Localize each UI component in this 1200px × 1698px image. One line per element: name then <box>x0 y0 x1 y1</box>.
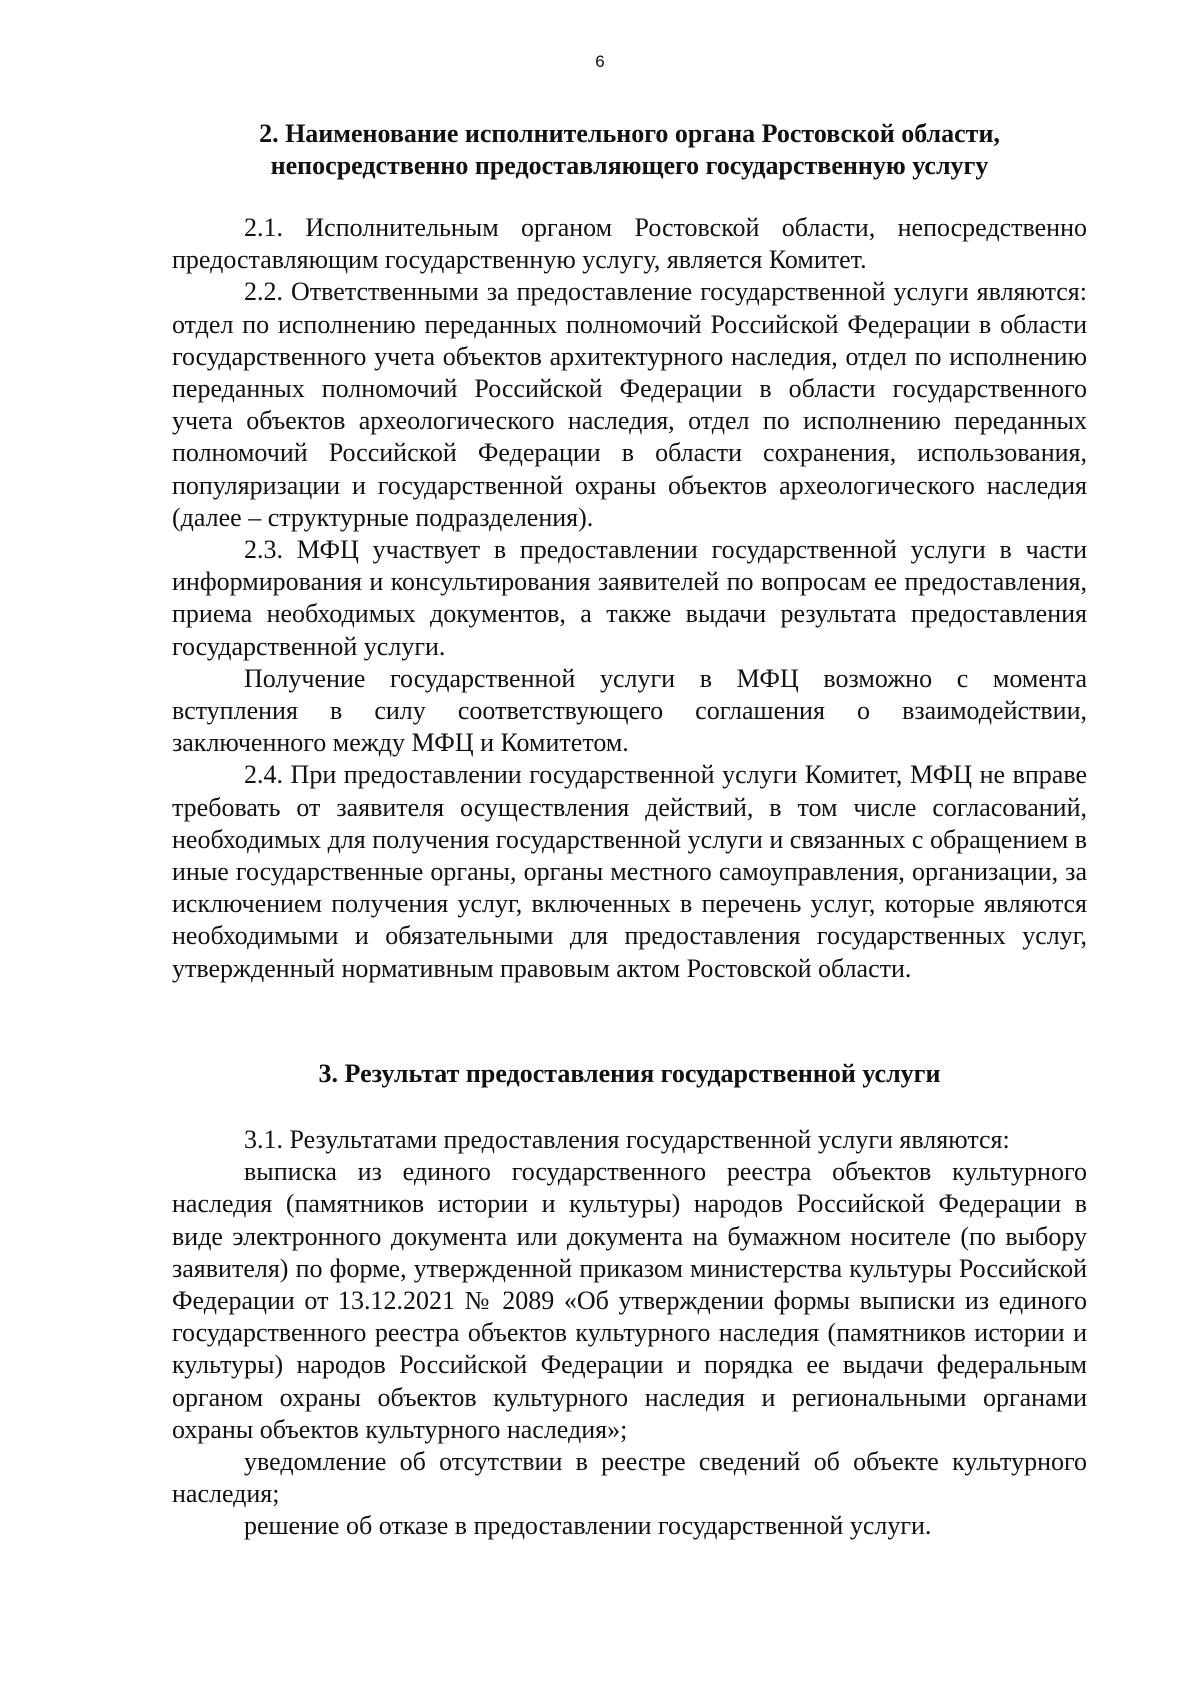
section-2-heading-line-1: 2. Наименование исполнительного органа Ростовской области, <box>259 119 1000 148</box>
paragraph-3-1: 3.1. Результатами предоставления государственной услуги являются: <box>244 1125 1010 1154</box>
paragraph-2-4: 2.4. При предоставлении государственной услуги Комитет, МФЦ не вправе требовать от заявителя осуществления действий, в том числе согласований, необходимых для получения государственной услуги и связанных с обращением в иные государственные органы, органы местного самоуправления, организации, за исключением получения услуг, включенных в перечень услуг, которые являются необходимыми и обязательными для предоставления государственных услуг, утвержденный нормативным правовым актом Ростовской области. <box>172 760 1087 983</box>
result-notice-item: уведомление об отсутствии в реестре сведений об объекте культурного наследия; <box>172 1447 1087 1509</box>
paragraph-2-2: 2.2. Ответственными за предоставление государственной услуги являются: отдел по исполнению переданных полномочий Российской Федерации в области государственного учета объектов архитектурного наследия, отдел по исполнению переданных полномочий Российской Федерации в области государственного учета объектов археологического наследия, отдел по исполнению переданных полномочий Российской Федерации в области сохранения, использования, популяризации и государственной охраны объектов археологического наследия (далее – структурные подразделения). <box>172 277 1087 532</box>
page-number: 6 <box>595 52 605 71</box>
paragraph-2-3-mfc: Получение государственной услуги в МФЦ возможно с момента вступления в силу соответствующего соглашения о взаимодействии, заключенного между МФЦ и Комитетом. <box>172 663 1087 758</box>
result-extract-item: выписка из единого государственного реестра объектов культурного наследия (памятников истории и культуры) народов Российской Федерации в виде электронного документа или документа на бумажном носителе (по выбору заявителя) по форме, утвержденной приказом министерства культуры Российской Федерации от 13.12.2021 № 2089 «Об утверждении формы выписки из единого государственного реестра объектов культурного наследия (памятников истории и культуры) народов Российской Федерации и порядка ее выдачи федеральным органом охраны объектов культурного наследия и региональными органами охраны объектов культурного наследия»; <box>172 1157 1087 1444</box>
result-refusal-item: решение об отказе в предоставлении государственной услуги. <box>244 1511 932 1541</box>
section-2-heading-line-2: непосредственно предоставляющего государственную услугу <box>270 151 989 180</box>
section-2-body <box>172 212 1087 985</box>
section-3-heading: 3. Результат предоставления государственной услуги <box>318 1059 941 1088</box>
section-3-body <box>172 1124 1087 1543</box>
section-2-heading <box>172 118 1087 182</box>
paragraph-2-1: 2.1. Исполнительным органом Ростовской области, непосредственно предоставляющим государственную услугу, является Комитет. <box>172 213 1087 275</box>
paragraph-2-3: 2.3. МФЦ участвует в предоставлении государственной услуги в части информирования и консультирования заявителей по вопросам ее предоставления, приема необходимых документов, а также выдачи результата предоставления государственной услуги. <box>172 535 1087 661</box>
